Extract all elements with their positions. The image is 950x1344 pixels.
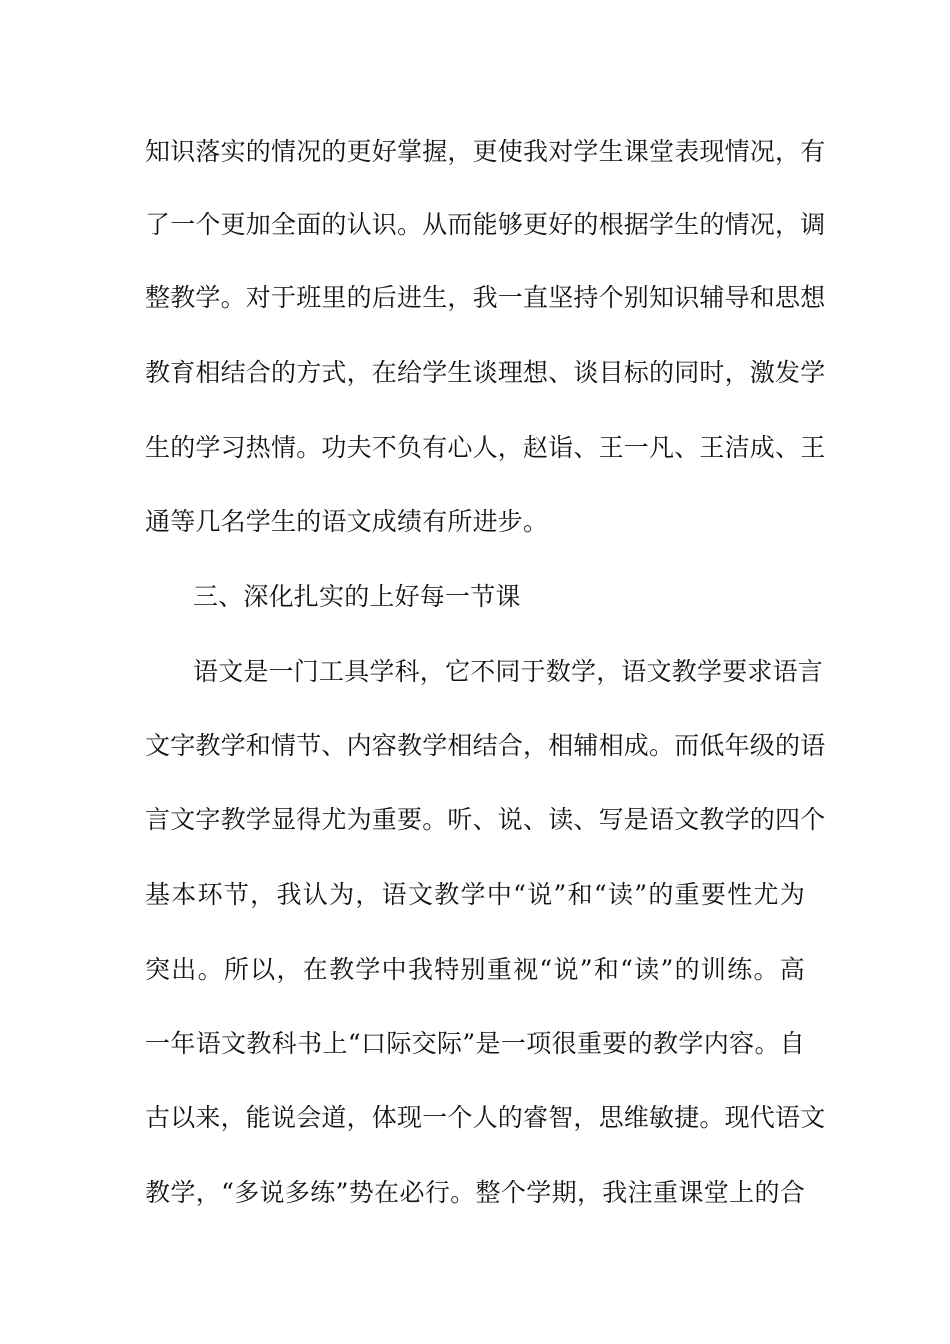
paragraph-line-4: 教育相结合的方式，在给学生谈理想、谈目标的同时，激发学 — [145, 358, 826, 387]
paragraph-line-6: 通等几名学生的语文成绩有所进步。 — [145, 507, 549, 536]
paragraph-line-13: 一年语文教科书上“口际交际”是一项很重要的教学内容。自 — [145, 1029, 805, 1058]
paragraph-line-5: 生的学习热情。功夫不负有心人，赵诣、王一凡、王洁成、王 — [145, 433, 826, 462]
section-heading: 三、深化扎实的上好每一节课 — [193, 582, 521, 611]
paragraph-line-10: 言文字教学显得尤为重要。听、说、读、写是语文教学的四个 — [145, 805, 826, 834]
paragraph-line-2: 了一个更加全面的认识。从而能够更好的根据学生的情况，调 — [145, 210, 826, 239]
paragraph-line-12: 突出。所以，在教学中我特别重视“说”和“读”的训练。高 — [145, 955, 805, 984]
paragraph-line-15: 教学，“多说多练”势在必行。整个学期，我注重课堂上的合 — [145, 1178, 805, 1207]
paragraph-line-1: 知识落实的情况的更好掌握，更使我对学生课堂表现情况，有 — [145, 137, 826, 166]
paragraph-line-3: 整教学。对于班里的后进生，我一直坚持个别知识辅导和思想 — [145, 283, 826, 312]
paragraph-line-11: 基本环节，我认为，语文教学中“说”和“读”的重要性尤为 — [145, 880, 805, 909]
paragraph-line-8: 语文是一门工具学科，它不同于数学，语文教学要求语言 — [193, 657, 824, 686]
paragraph-line-9: 文字教学和情节、内容教学相结合，相辅相成。而低年级的语 — [145, 731, 826, 760]
paragraph-line-14: 古以来，能说会道，体现一个人的睿智，思维敏捷。现代语文 — [145, 1103, 826, 1132]
